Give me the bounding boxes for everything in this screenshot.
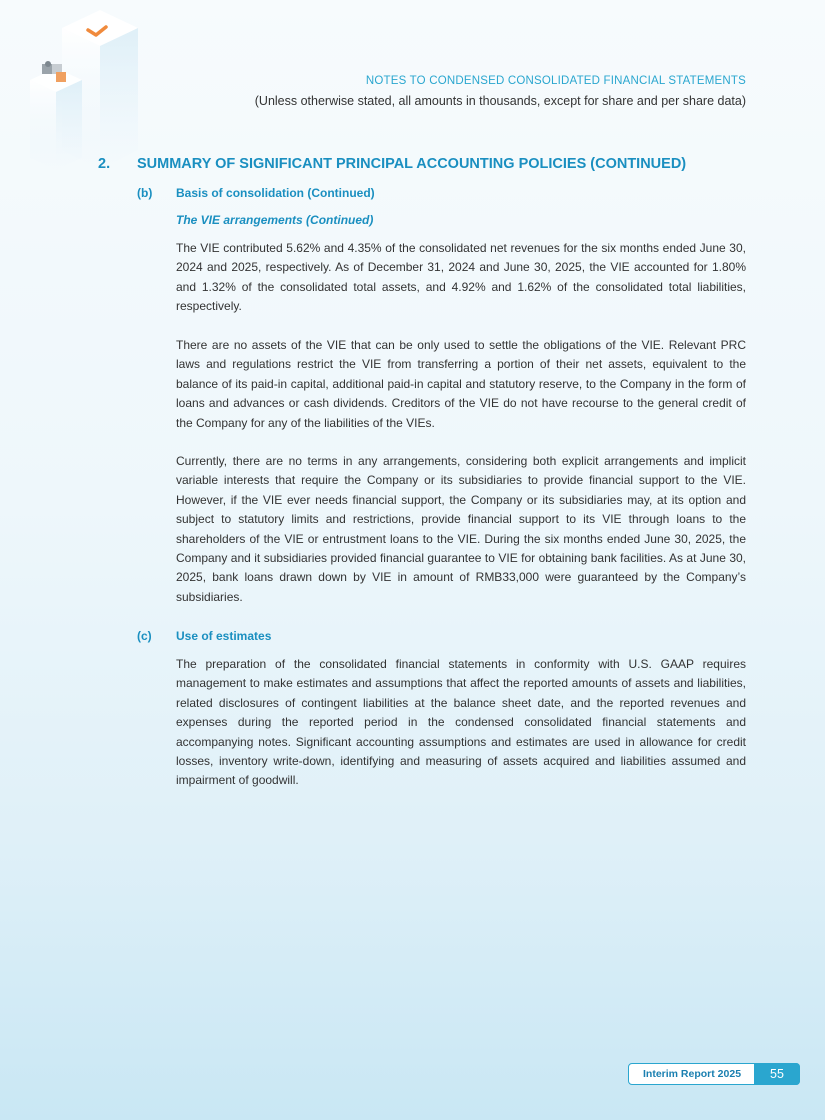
vie-assets-paragraph: There are no assets of the VIE that can be only used to settle the obligations of the VIE. Relevant PRC laws and regulations restrict the VIE from transferring a portion of their net assets, equivalent to the balance of its paid-in capital, additional paid-in capital and statutory reserve, to the Company in the form of loans and advances or cash dividends. Creditors of the VIE do not have recourse to the general credit of the Company for any of the liabilities of the VIEs. <box>176 338 746 430</box>
report-label: Interim Report 2025 <box>643 1068 742 1080</box>
subsection-c-title: Use of estimates <box>176 629 272 643</box>
vie-arrangements-heading: The VIE arrangements (Continued) <box>176 213 374 227</box>
subsection-b-label: (b) <box>137 186 153 200</box>
section-number: 2. <box>98 156 111 172</box>
use-of-estimates-paragraph: The preparation of the consolidated financial statements in conformity with U.S. GAAP requires management to make estimates and assumptions that affect the reported amounts of assets and liabilities, related disclosures of contingent liabilities at the balance sheet date, and the reported revenues and expenses during the reported period in the condensed consolidated financial statements and accompanying notes. Significant accounting assumptions and estimates are used in allowance for credit losses, inventory write-down, identifying and measuring of assets acquired and liabilities assumed and impairment of goodwill. <box>176 657 746 788</box>
vie-financial-support-paragraph: Currently, there are no terms in any arrangements, considering both explicit arrangements and implicit variable interests that require the Company or its subsidiaries to provide financial support to the VIE. However, if the VIE ever needs financial support, the Company or its subsidiaries may, at its option and subject to statutory limits and restrictions, provide financial support to its VIE through loans to the shareholders of the VIE or entrustment loans to the VIE. During the six months ended June 30, 2025, the Company and it subsidiaries provided financial guarantee to VIE for obtaining bank facilities. As at June 30, 2025, bank loans drawn down by VIE in amount of RMB33,000 were guaranteed by the Company’s subsidiaries. <box>176 454 746 604</box>
running-header-subtitle: (Unless otherwise stated, all amounts in thousands, except for share and per share data) <box>254 94 746 108</box>
section-title: SUMMARY OF SIGNIFICANT PRINCIPAL ACCOUNTING POLICIES (CONTINUED) <box>137 156 687 172</box>
running-header-title: NOTES TO CONDENSED CONSOLIDATED FINANCIAL STATEMENTS <box>365 75 746 87</box>
page-footer <box>628 1063 800 1085</box>
subsection-b-title: Basis of consolidation (Continued) <box>176 186 375 200</box>
page-number: 55 <box>754 1063 800 1085</box>
vie-contribution-paragraph: The VIE contributed 5.62% and 4.35% of the consolidated net revenues for the six months ended June 30, 2024 and 2025, respectively. As of December 31, 2024 and June 30, 2025, the VIE accounted for 1.80% and 1.32% of the consolidated total assets, and 4.92% and 1.62% of the consolidated total liabilities, respectively. <box>176 241 746 314</box>
subsection-c-label: (c) <box>137 629 152 643</box>
